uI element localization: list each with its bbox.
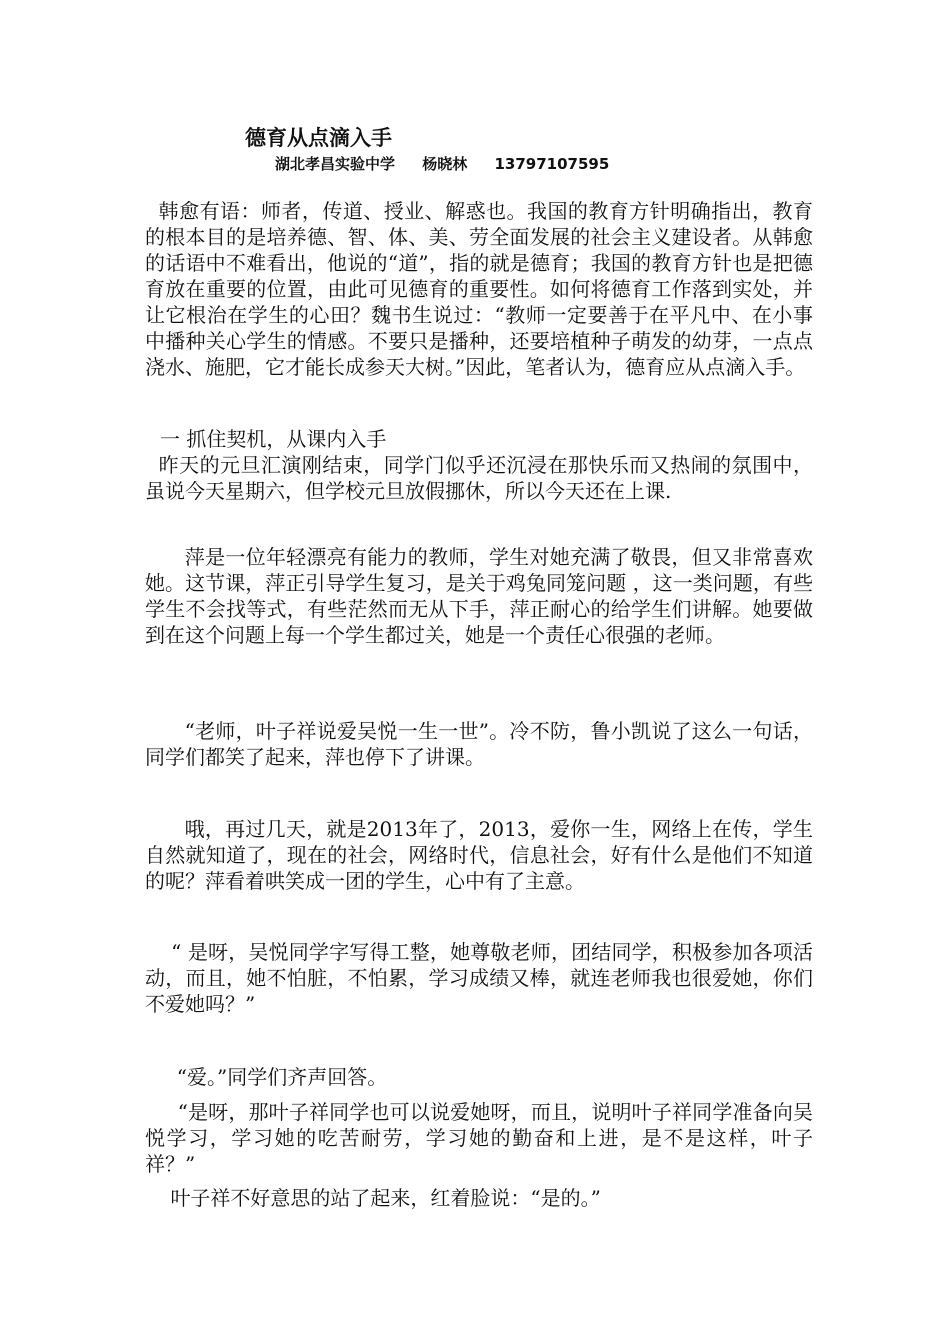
paragraph-7: “爱。”同学们齐声回答。 xyxy=(145,1065,388,1089)
phone-number: 13797107595 xyxy=(494,155,610,173)
author-name: 杨晓林 xyxy=(422,155,468,173)
school-name: 湖北孝昌实验中学 xyxy=(275,155,396,173)
document-title: 德育从点滴入手 xyxy=(245,126,392,150)
section-heading: 一 抓住契机，从课内入手 xyxy=(160,427,387,451)
byline xyxy=(275,153,631,174)
paragraph-8: “是呀，那叶子祥同学也可以说爱她呀，而且，说明叶子祥同学准备向吴悦学习，学习她的吃苦耐劳，学习她的勤奋和上进，是不是这样，叶子祥？” xyxy=(145,1100,813,1176)
paragraph-9: 叶子祥不好意思的站了起来，红着脸说：“是的。” xyxy=(145,1186,601,1210)
paragraph-6: “ 是呀，吴悦同学字写得工整，她尊敬老师，团结同学，积极参加各项活动，而且，她不怕脏，不怕累，学习成绩又棒，就连老师我也很爱她，你们不爱她吗？” xyxy=(145,940,813,1016)
paragraph-2: 昨天的元旦汇演刚结束，同学门似乎还沉浸在那快乐而又热闹的氛围中，虽说今天星期六，但学校元旦放假挪休，所以今天还在上课. xyxy=(145,453,814,503)
paragraph-3: 萍是一位年轻漂亮有能力的教师，学生对她充满了敬畏，但又非常喜欢她。这节课，萍正引导学生复习，是关于鸡兔同笼问题 ，这一类问题，有些学生不会找等式，有些茫然而无从下手，萍正耐心的给学生们讲解。她要做到在这个问题上每一个学生都过关，她是一个责任心很强的老师。 xyxy=(145,545,813,647)
paragraph-4: “老师，叶子祥说爱吴悦一生一世”。冷不防，鲁小凯说了这么一句话，同学们都笑了起来，萍也停下了讲课。 xyxy=(145,719,813,769)
paragraph-intro: 韩愈有语：师者，传道、授业、解惑也。我国的教育方针明确指出，教育的根本目的是培养德、智、体、美、劳全面发展的社会主义建设者。从韩愈的话语中不难看出，他说的“道”，指的就是德育；我国的教育方针也是把德育放在重要的位置，由此可见德育的重要性。如何将德育工作落到实处，并让它根治在学生的心田？魏书生说过：“教师一定要善于在平凡中、在小事中播种关心学生的情感。不要只是播种，还要培植种子萌发的幼芽，一点点浇水、施肥，它才能长成参天大树。”因此，笔者认为，德育应从点滴入手。 xyxy=(145,199,814,379)
paragraph-5: 哦，再过几天，就是2013年了，2013，爱你一生，网络上在传，学生自然就知道了，现在的社会，网络时代，信息社会，好有什么是他们不知道的呢？萍看着哄笑成一团的学生，心中有了主意。 xyxy=(145,817,813,893)
